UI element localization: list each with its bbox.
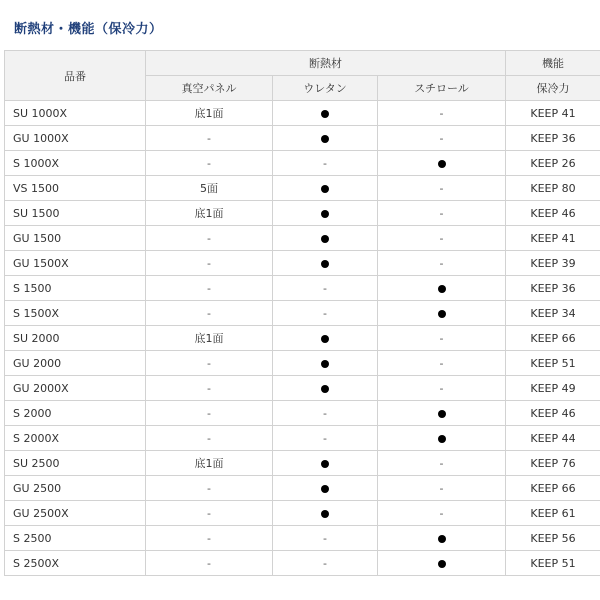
- keep-cell: KEEP 46: [506, 401, 600, 426]
- styrol-value: -: [439, 481, 444, 495]
- vacuum-cell: [146, 476, 273, 501]
- insulation-spec-table: [4, 50, 600, 576]
- table-row: [5, 451, 600, 476]
- urethane-value: -: [323, 156, 327, 170]
- header-model: 品番: [5, 51, 146, 101]
- styrol-cell: [378, 401, 506, 426]
- model-cell: S 2500X: [5, 551, 146, 576]
- model-cell: GU 1500X: [5, 251, 146, 276]
- styrol-cell: [378, 476, 506, 501]
- vacuum-value: -: [207, 381, 211, 395]
- model-cell: GU 1500: [5, 226, 146, 251]
- vacuum-value: -: [207, 531, 211, 545]
- vacuum-value: 5面: [200, 182, 218, 195]
- styrol-cell: [378, 451, 506, 476]
- model-cell: S 2000: [5, 401, 146, 426]
- urethane-cell: [273, 401, 378, 426]
- table-row: [5, 351, 600, 376]
- styrol-value: -: [439, 356, 444, 370]
- styrol-value: -: [439, 231, 444, 245]
- styrol-cell: [378, 426, 506, 451]
- styrol-cell: [378, 126, 506, 151]
- table-row: [5, 401, 600, 426]
- vacuum-cell: [146, 451, 273, 476]
- model-cell: S 2500: [5, 526, 146, 551]
- urethane-cell: [273, 251, 378, 276]
- table-row: [5, 151, 600, 176]
- model-cell: S 1000X: [5, 151, 146, 176]
- urethane-value: -: [323, 406, 327, 420]
- vacuum-cell: [146, 176, 273, 201]
- urethane-cell: [273, 176, 378, 201]
- model-cell: GU 2500: [5, 476, 146, 501]
- vacuum-value: -: [207, 406, 211, 420]
- keep-cell: KEEP 36: [506, 126, 600, 151]
- header-insulation-group: 断熱材: [146, 51, 506, 76]
- table-row: [5, 251, 600, 276]
- urethane-cell: [273, 326, 378, 351]
- urethane-cell: [273, 226, 378, 251]
- vacuum-cell: [146, 101, 273, 126]
- table-row: [5, 501, 600, 526]
- page-title: 断熱材・機能（保冷力）: [14, 22, 163, 37]
- vacuum-value: 底1面: [194, 332, 224, 345]
- model-cell: S 1500: [5, 276, 146, 301]
- model-cell: VS 1500: [5, 176, 146, 201]
- urethane-cell: [273, 276, 378, 301]
- filled-dot-icon: [321, 510, 329, 518]
- filled-dot-icon: [438, 535, 446, 543]
- styrol-cell: [378, 351, 506, 376]
- keep-cell: KEEP 44: [506, 426, 600, 451]
- urethane-cell: [273, 476, 378, 501]
- table-row: [5, 101, 600, 126]
- vacuum-value: -: [207, 481, 211, 495]
- table-row: [5, 476, 600, 501]
- keep-cell: KEEP 56: [506, 526, 600, 551]
- filled-dot-icon: [321, 335, 329, 343]
- vacuum-value: -: [207, 356, 211, 370]
- styrol-cell: [378, 551, 506, 576]
- table-row: [5, 126, 600, 151]
- header-keep: 保冷力: [506, 76, 600, 101]
- styrol-cell: [378, 301, 506, 326]
- table-row: [5, 226, 600, 251]
- keep-cell: KEEP 80: [506, 176, 600, 201]
- vacuum-value: -: [207, 156, 211, 170]
- urethane-cell: [273, 426, 378, 451]
- keep-cell: KEEP 61: [506, 501, 600, 526]
- urethane-cell: [273, 501, 378, 526]
- styrol-cell: [378, 251, 506, 276]
- model-cell: GU 2000X: [5, 376, 146, 401]
- filled-dot-icon: [438, 310, 446, 318]
- urethane-value: -: [323, 431, 327, 445]
- urethane-cell: [273, 201, 378, 226]
- model-cell: SU 2500: [5, 451, 146, 476]
- vacuum-cell: [146, 276, 273, 301]
- vacuum-cell: [146, 151, 273, 176]
- keep-cell: KEEP 34: [506, 301, 600, 326]
- filled-dot-icon: [438, 285, 446, 293]
- styrol-value: -: [439, 131, 444, 145]
- header-urethane: ウレタン: [273, 76, 378, 101]
- table-body: [5, 101, 600, 576]
- styrol-value: -: [439, 331, 444, 345]
- urethane-cell: [273, 301, 378, 326]
- header-styrol: スチロール: [378, 76, 506, 101]
- vacuum-cell: [146, 526, 273, 551]
- filled-dot-icon: [438, 435, 446, 443]
- model-cell: S 2000X: [5, 426, 146, 451]
- urethane-cell: [273, 376, 378, 401]
- filled-dot-icon: [321, 260, 329, 268]
- table-row: [5, 326, 600, 351]
- keep-cell: KEEP 51: [506, 551, 600, 576]
- vacuum-value: 底1面: [194, 207, 224, 220]
- keep-cell: KEEP 76: [506, 451, 600, 476]
- table-row: [5, 526, 600, 551]
- vacuum-value: -: [207, 131, 211, 145]
- model-cell: GU 2000: [5, 351, 146, 376]
- vacuum-value: -: [207, 281, 211, 295]
- vacuum-value: 底1面: [194, 107, 224, 120]
- filled-dot-icon: [321, 210, 329, 218]
- vacuum-cell: [146, 201, 273, 226]
- keep-cell: KEEP 66: [506, 476, 600, 501]
- filled-dot-icon: [321, 385, 329, 393]
- filled-dot-icon: [321, 460, 329, 468]
- styrol-cell: [378, 151, 506, 176]
- keep-cell: KEEP 66: [506, 326, 600, 351]
- vacuum-value: -: [207, 506, 211, 520]
- styrol-cell: [378, 226, 506, 251]
- keep-cell: KEEP 46: [506, 201, 600, 226]
- filled-dot-icon: [321, 360, 329, 368]
- table-row: [5, 551, 600, 576]
- vacuum-cell: [146, 251, 273, 276]
- vacuum-value: 底1面: [194, 457, 224, 470]
- vacuum-cell: [146, 226, 273, 251]
- styrol-value: -: [439, 206, 444, 220]
- vacuum-value: -: [207, 231, 211, 245]
- urethane-value: -: [323, 531, 327, 545]
- vacuum-cell: [146, 401, 273, 426]
- styrol-cell: [378, 501, 506, 526]
- styrol-cell: [378, 326, 506, 351]
- model-cell: GU 1000X: [5, 126, 146, 151]
- vacuum-cell: [146, 301, 273, 326]
- filled-dot-icon: [321, 485, 329, 493]
- styrol-value: -: [439, 256, 444, 270]
- vacuum-value: -: [207, 256, 211, 270]
- table-row: [5, 201, 600, 226]
- urethane-value: -: [323, 306, 327, 320]
- styrol-cell: [378, 276, 506, 301]
- styrol-cell: [378, 526, 506, 551]
- filled-dot-icon: [438, 160, 446, 168]
- urethane-value: -: [323, 556, 327, 570]
- table-row: [5, 301, 600, 326]
- styrol-value: -: [439, 456, 444, 470]
- styrol-value: -: [439, 181, 444, 195]
- urethane-cell: [273, 351, 378, 376]
- vacuum-cell: [146, 126, 273, 151]
- table-row: [5, 276, 600, 301]
- table-row: [5, 376, 600, 401]
- filled-dot-icon: [438, 410, 446, 418]
- urethane-cell: [273, 151, 378, 176]
- vacuum-value: -: [207, 431, 211, 445]
- urethane-value: -: [323, 281, 327, 295]
- header-vacuum-panel: 真空パネル: [146, 76, 273, 101]
- vacuum-cell: [146, 501, 273, 526]
- keep-cell: KEEP 49: [506, 376, 600, 401]
- model-cell: SU 2000: [5, 326, 146, 351]
- urethane-cell: [273, 551, 378, 576]
- vacuum-value: -: [207, 306, 211, 320]
- filled-dot-icon: [321, 110, 329, 118]
- filled-dot-icon: [321, 235, 329, 243]
- styrol-cell: [378, 201, 506, 226]
- vacuum-cell: [146, 376, 273, 401]
- styrol-cell: [378, 376, 506, 401]
- filled-dot-icon: [438, 560, 446, 568]
- keep-cell: KEEP 36: [506, 276, 600, 301]
- keep-cell: KEEP 39: [506, 251, 600, 276]
- header-function-group: 機能: [506, 51, 600, 76]
- styrol-value: -: [439, 506, 444, 520]
- keep-cell: KEEP 26: [506, 151, 600, 176]
- model-cell: S 1500X: [5, 301, 146, 326]
- keep-cell: KEEP 41: [506, 101, 600, 126]
- urethane-cell: [273, 101, 378, 126]
- styrol-value: -: [439, 381, 444, 395]
- styrol-cell: [378, 101, 506, 126]
- keep-cell: KEEP 51: [506, 351, 600, 376]
- styrol-cell: [378, 176, 506, 201]
- vacuum-value: -: [207, 556, 211, 570]
- styrol-value: -: [439, 106, 444, 120]
- keep-cell: KEEP 41: [506, 226, 600, 251]
- urethane-cell: [273, 451, 378, 476]
- model-cell: SU 1000X: [5, 101, 146, 126]
- vacuum-cell: [146, 426, 273, 451]
- urethane-cell: [273, 126, 378, 151]
- urethane-cell: [273, 526, 378, 551]
- vacuum-cell: [146, 551, 273, 576]
- vacuum-cell: [146, 326, 273, 351]
- table-row: [5, 426, 600, 451]
- model-cell: GU 2500X: [5, 501, 146, 526]
- filled-dot-icon: [321, 135, 329, 143]
- table-row: [5, 176, 600, 201]
- vacuum-cell: [146, 351, 273, 376]
- filled-dot-icon: [321, 185, 329, 193]
- model-cell: SU 1500: [5, 201, 146, 226]
